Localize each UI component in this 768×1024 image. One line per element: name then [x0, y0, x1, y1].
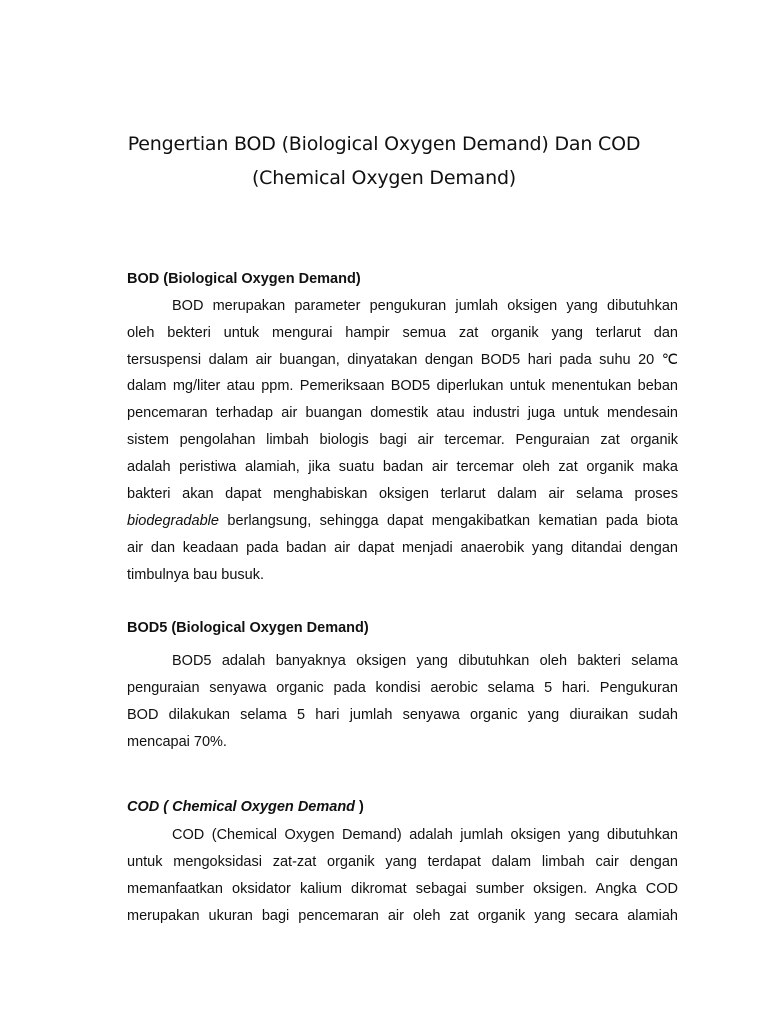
paragraph-line: pencemaran terhadap air buangan domestik atau industri juga untuk mendesain: [127, 405, 678, 421]
paragraph-line: timbulnya bau busuk.: [127, 567, 265, 583]
paragraph-line: BOD merupakan parameter pengukuran jumlah oksigen yang dibutuhkan: [172, 298, 678, 314]
paragraph-line: dalam mg/liter atau ppm. Pemeriksaan BOD5 diperlukan untuk menentukan beban: [127, 378, 678, 394]
paragraph-line: bakteri akan dapat menghabiskan oksigen terlarut dalam air selama proses: [127, 486, 678, 502]
document-title-line-2: (Chemical Oxygen Demand): [251, 167, 517, 189]
heading-bod5: BOD5 (Biological Oxygen Demand): [127, 620, 369, 636]
heading-cod-close: ): [355, 799, 364, 815]
paragraph-line: tersuspensi dalam air buangan, dinyatakan dengan BOD5 hari pada suhu 20 ℃: [127, 352, 678, 368]
heading-cod-text: COD ( Chemical Oxygen Demand: [127, 799, 356, 815]
paragraph-line: air dan keadaan pada badan air dapat menjadi anaerobik yang ditandai dengan: [127, 540, 678, 556]
paragraph-line: oleh bekteri untuk mengurai hampir semua zat organik yang terlarut dan: [127, 325, 678, 341]
italic-term: biodegradable: [127, 513, 219, 529]
paragraph-line-text: berlangsung, sehingga dapat mengakibatkan kematian pada biota: [218, 513, 678, 529]
paragraph-line: memanfaatkan oksidator kalium dikromat sebagai sumber oksigen. Angka COD: [127, 881, 678, 897]
paragraph-line: [127, 512, 678, 530]
paragraph-line: BOD5 adalah banyaknya oksigen yang dibutuhkan oleh bakteri selama: [172, 653, 678, 669]
paragraph-line: penguraian senyawa organic pada kondisi aerobic selama 5 hari. Pengukuran: [127, 680, 678, 696]
paragraph-line: BOD dilakukan selama 5 hari jumlah senyawa organic yang diuraikan sudah: [127, 707, 678, 723]
heading-cod: [127, 799, 364, 815]
paragraph-line: mencapai 70%.: [127, 734, 227, 750]
paragraph-line: sistem pengolahan limbah biologis bagi air tercemar. Penguraian zat organik: [127, 432, 678, 448]
heading-bod: BOD (Biological Oxygen Demand): [127, 271, 361, 287]
paragraph-line: adalah peristiwa alamiah, jika suatu badan air tercemar oleh zat organik maka: [127, 459, 678, 475]
paragraph-line: untuk mengoksidasi zat-zat organik yang terdapat dalam limbah cair dengan: [127, 854, 678, 870]
document-title-line-1: Pengertian BOD (Biological Oxygen Demand) Dan COD: [127, 133, 641, 155]
paragraph-line: COD (Chemical Oxygen Demand) adalah jumlah oksigen yang dibutuhkan: [172, 827, 678, 843]
paragraph-line: merupakan ukuran bagi pencemaran air oleh zat organik yang secara alamiah: [127, 908, 678, 924]
